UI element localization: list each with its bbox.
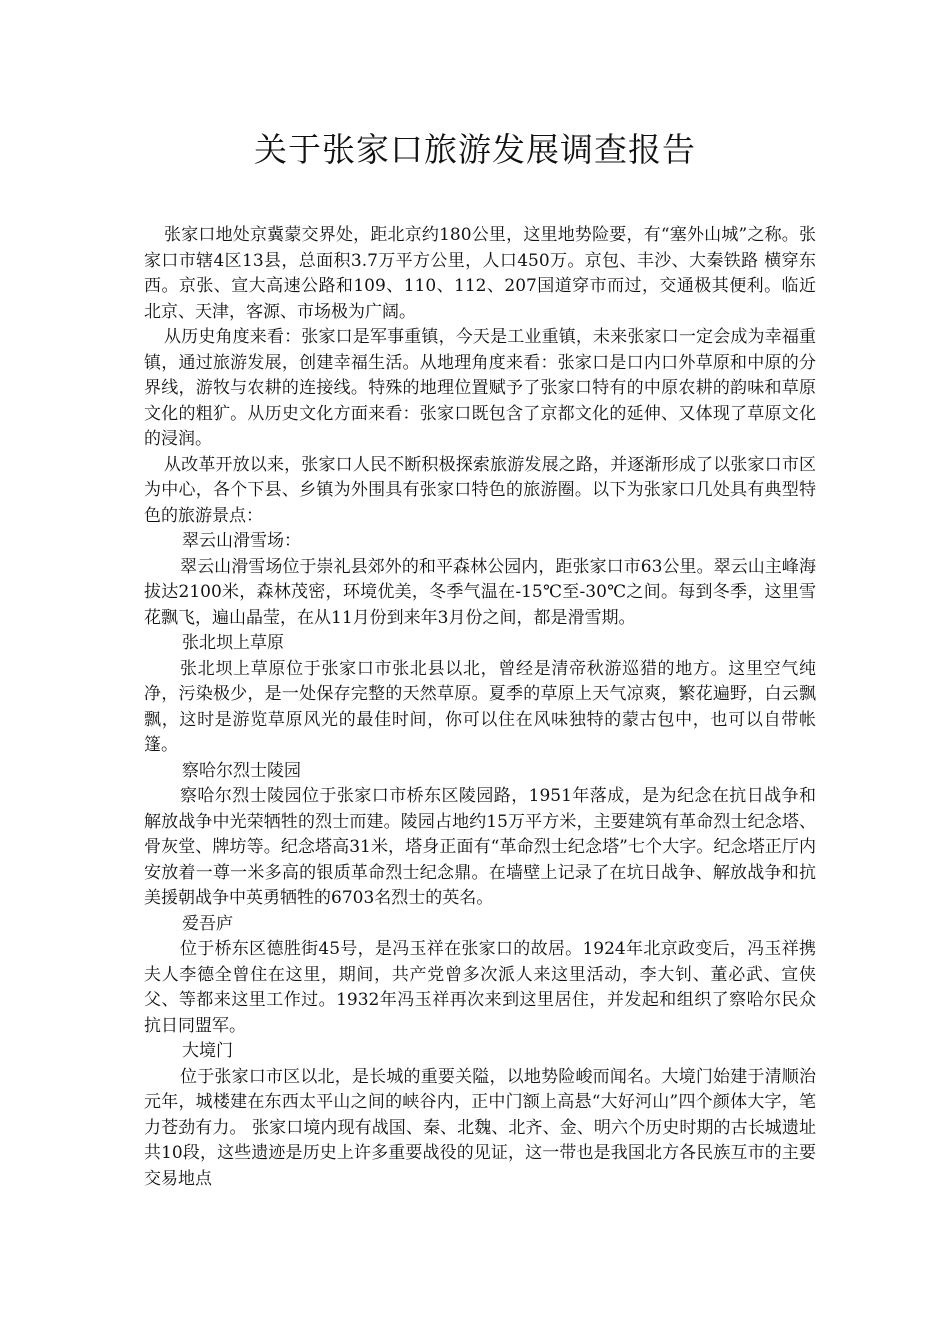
- section-heading-dajingmen: 大境门: [182, 1041, 233, 1061]
- paragraph-cuiyunshan: 翠云山滑雪场位于崇礼县郊外的和平森林公园内，距张家口市63公里。翠云山主峰海拔达2100米，森林茂密，环境优美，冬季气温在-15℃至-30℃之间。每到冬季，这里雪花飘飞，遍山晶莹，在从11月份到来年3月份之间，都是滑雪期。: [144, 556, 816, 628]
- paragraph-intro-location: 张家口地处京冀蒙交界处，距北京约180公里，这里地势险要，有“塞外山城”之称。张家口市辖4区13县，总面积3.7万平方公里，人口450万。京包、丰沙、大秦铁路 横穿东西。京张、宣大高速公路和109、110、112、207国道穿市而过，交通极其便利。临近北京、天津，客源、市场极为广阔。: [144, 225, 816, 322]
- document-body: [144, 223, 816, 1192]
- paragraph-intro-tourism: 从改革开放以来，张家口人民不断积极探索旅游发展之路，并逐渐形成了以张家口市区为中心，各个下县、乡镇为外围具有张家口特色的旅游圈。以下为张家口几处具有典型特色的旅游景点：: [144, 454, 816, 526]
- paragraph-bashang-grassland: 张北坝上草原位于张家口市张北县以北，曾经是清帝秋游巡猎的地方。这里空气纯净，污染极少，是一处保存完整的天然草原。夏季的草原上天气凉爽，繁花遍野，白云飘飘，这时是游览草原风光的最佳时间，你可以住在风味独特的蒙古包中，也可以自带帐篷。: [144, 658, 816, 755]
- section-heading-bashang-grassland: 张北坝上草原: [182, 633, 284, 653]
- section-heading-cuiyunshan: 翠云山滑雪场：: [182, 531, 301, 551]
- section-heading-aiwulu: 爱吾庐: [182, 913, 233, 934]
- paragraph-dajingmen: 位于张家口市区以北，是长城的重要关隘，以地势险峻而闻名。大境门始建于清顺治元年，城楼建在东西太平山之间的峡谷内，正中门额上高悬“大好河山”四个颜体大字，笔力苍劲有力。 张家口境内现有战国、秦、北魏、北齐、金、明六个历史时期的古长城遗址共10段，这些遗迹是历史上许多重要战役的见证，这一带也是我国北方各民族互市的主要交易地点: [144, 1066, 816, 1189]
- paragraph-martyrs-cemetery: 察哈尔烈士陵园位于张家口市桥东区陵园路，1951年落成，是为纪念在抗日战争和解放战争中光荣牺牲的烈士而建。陵园占地约15万平方米，主要建筑有革命烈士纪念塔、骨灰堂、牌坊等。纪念塔高31米，塔身正面有“革命烈士纪念塔”七个大字。纪念塔正厅内安放着一尊一米多高的银质革命烈士纪念鼎。在墙壁上记录了在坑日战争、解放战争和抗美援朝战争中英勇牺牲的6703名烈士的英名。: [144, 786, 816, 908]
- paragraph-intro-history: 从历史角度来看：张家口是军事重镇，今天是工业重镇，未来张家口一定会成为幸福重镇，通过旅游发展，创建幸福生活。从地理角度来看：张家口是口内口外草原和中原的分界线，游牧与农耕的连接线。特殊的地理位置赋予了张家口特有的中原农耕的韵味和草原文化的粗犷。从历史文化方面来看：张家口既包含了京都文化的延伸、又体现了草原文化的浸润。: [144, 327, 816, 449]
- paragraph-aiwulu: 位于桥东区德胜街45号，是冯玉祥在张家口的故居。1924年北京政变后，冯玉祥携夫人李德全曾住在这里，期间，共产党曾多次派人来这里活动，李大钊、董必武、宣侠父、等都来这里工作过。1932年冯玉祥再次来到这里居住，并发起和组织了察哈尔民众抗日同盟军。: [144, 939, 816, 1036]
- section-heading-martyrs-cemetery: 察哈尔烈士陵园: [182, 760, 301, 781]
- document-title: 关于张家口旅游发展调查报告: [254, 130, 696, 169]
